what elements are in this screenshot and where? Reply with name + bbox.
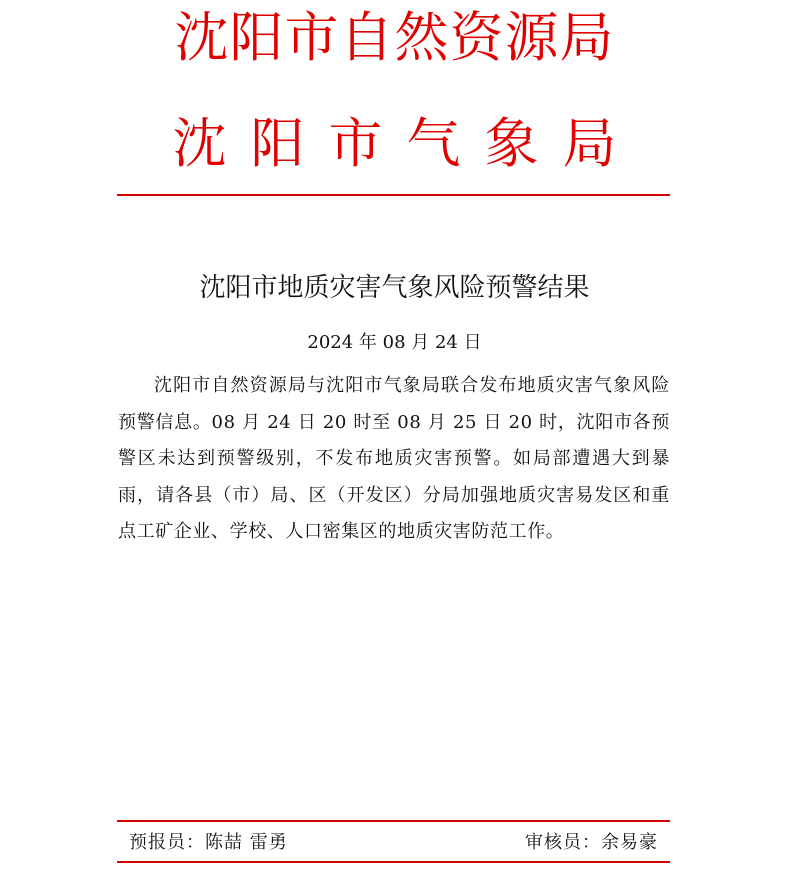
reviewer-credit: 审核员：余易豪 [525, 832, 658, 853]
agency-header-meteorology: 沈阳市气象局 [172, 112, 641, 175]
footer [117, 829, 670, 857]
header-divider [117, 194, 670, 196]
footer-top-divider [117, 820, 670, 822]
document-title: 沈阳市地质灾害气象风险预警结果 [199, 273, 590, 303]
forecaster-credit: 预报员：陈喆 雷勇 [129, 832, 288, 853]
footer-bottom-divider [117, 861, 670, 863]
document-date: 2024 年 08 月 24 日 [307, 332, 482, 353]
agency-header-natural-resources: 沈阳市自然资源局 [174, 6, 615, 69]
document-body: 沈阳市自然资源局与沈阳市气象局联合发布地质灾害气象风险预警信息。08 月 24 日 20 时至 08 月 25 日 20 时，沈阳市各预警区未达到预警级别，不发布地质灾害预警。如局部遭遇大到暴雨，请各县（市）局、区（开发区）分局加强地质灾害易发区和重点工矿企业、学校、人口密集区的地质灾害防范工作。 [118, 375, 670, 542]
